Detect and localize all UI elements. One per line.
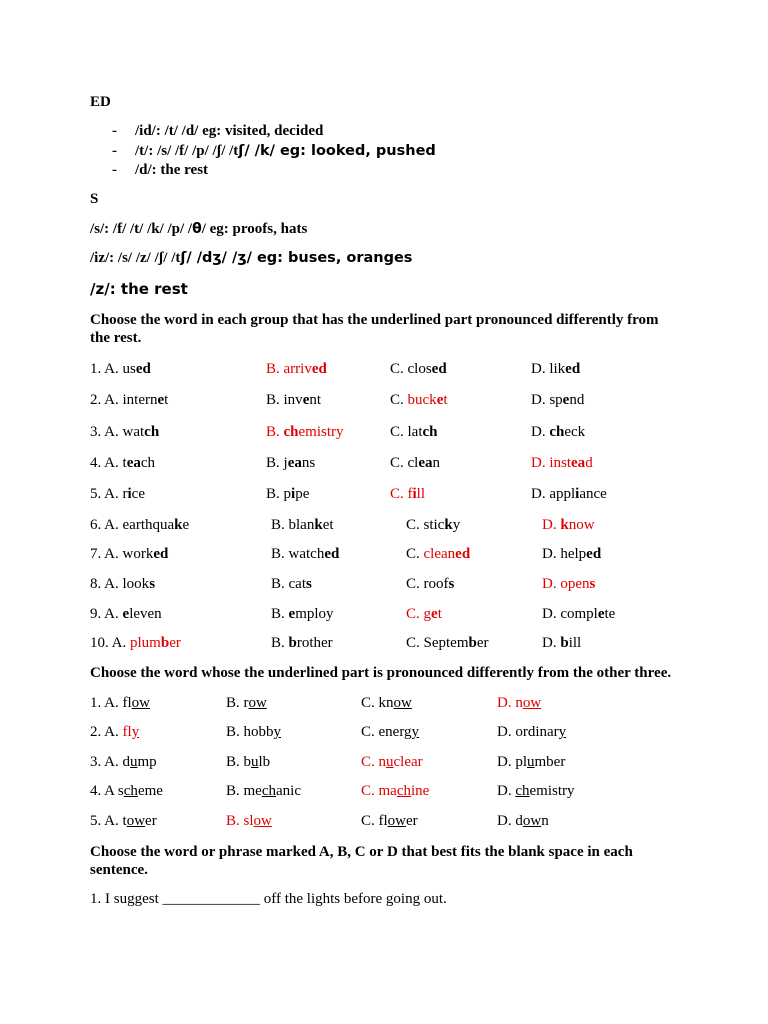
option-text-segment: B. p — [266, 486, 292, 502]
option-text-segment: y — [558, 724, 567, 740]
option-text-segment: ed — [455, 546, 471, 562]
s-heading: S — [90, 191, 99, 207]
option-text-segment: et — [322, 517, 334, 533]
option-text-segment: nd — [569, 392, 585, 408]
option-text-segment: ow — [393, 695, 412, 711]
option-text-segment: fl — [122, 724, 132, 740]
option-text-segment: e — [302, 392, 310, 408]
option-text-segment: n — [432, 455, 441, 471]
option-text-segment: buck — [407, 392, 437, 408]
option-text-segment: ine — [411, 783, 430, 799]
answer-option — [361, 695, 412, 712]
option-text-segment: B. arriv — [266, 361, 312, 377]
option-text-segment: ed — [324, 546, 340, 562]
option-text-segment: D. n — [497, 695, 523, 711]
option-text-segment: s — [448, 576, 455, 592]
answer-option — [406, 576, 454, 593]
option-text-segment: i — [575, 486, 580, 502]
answer-option — [406, 517, 460, 534]
option-text-segment: C. ma — [361, 783, 397, 799]
ed-rule-d: /d/: the rest — [135, 162, 209, 178]
option-text-segment: ch — [261, 783, 277, 799]
option-text-segment: ns — [301, 455, 316, 471]
section2-instruction: Choose the word whose the underlined part is pronounced differently from the other three. — [90, 665, 672, 681]
option-text-segment: k — [314, 517, 323, 533]
answer-option — [226, 695, 267, 712]
option-text-segment: ow — [253, 813, 272, 829]
option-text-segment: B. — [266, 424, 284, 440]
option-text-segment: C. g — [406, 606, 432, 622]
answer-option — [361, 724, 419, 741]
option-text-segment: t — [437, 606, 442, 622]
option-text-segment: C. lat — [390, 424, 423, 440]
answer-option — [90, 361, 151, 378]
answer-option — [390, 455, 440, 472]
answer-option — [226, 813, 272, 830]
option-text-segment: u — [527, 754, 535, 770]
s-rule-z: /z/: the rest — [90, 280, 188, 298]
option-text-segment: s — [589, 576, 596, 592]
option-text-segment: leven — [129, 606, 162, 622]
option-text-segment: B. — [271, 606, 289, 622]
option-text-segment: D. lik — [531, 361, 566, 377]
option-text-segment: C. clos — [390, 361, 432, 377]
ed-rule-id: /id/: /t/ /d/ eg: visited, decided — [135, 123, 324, 139]
answer-option — [90, 783, 163, 800]
option-text-segment: rother — [296, 635, 333, 651]
theta-symbol: θ — [192, 221, 202, 237]
answer-option — [497, 783, 575, 800]
option-text-segment: B. sl — [226, 813, 254, 829]
option-text-segment: D. sp — [531, 392, 563, 408]
answer-option — [90, 546, 168, 563]
option-text-segment: i — [412, 486, 417, 502]
option-text-segment: emistry — [298, 424, 344, 440]
option-text-segment: eme — [137, 783, 163, 799]
bullet-dash: - — [112, 123, 117, 139]
option-text-segment: ow — [522, 695, 542, 711]
option-text-segment: b — [560, 635, 569, 651]
option-text-segment: n — [541, 813, 549, 829]
option-text-segment: D. help — [542, 546, 587, 562]
option-text-segment: C. f — [390, 486, 413, 502]
option-text-segment: 6. A. earthqua — [90, 517, 175, 533]
answer-option — [90, 424, 159, 441]
option-text-segment: u — [386, 754, 394, 770]
option-text-segment: 1. A. fl — [90, 695, 132, 711]
option-text-segment: ea — [418, 455, 433, 471]
option-text-segment: C. cl — [390, 455, 419, 471]
answer-option — [226, 724, 281, 741]
option-text-segment: ed — [565, 361, 581, 377]
option-text-segment: D. ordinar — [497, 724, 559, 740]
option-text-segment: nt — [309, 392, 322, 408]
ed-rule-t — [135, 143, 436, 160]
option-text-segment: e — [597, 606, 605, 622]
option-text-segment: ch — [140, 455, 156, 471]
option-text-segment: u — [130, 754, 138, 770]
option-text-segment: ed — [431, 361, 447, 377]
answer-option — [531, 392, 584, 409]
ed-rule-t-serif: /t/: /s/ /f/ /p/ /ʃ/ /t — [135, 143, 239, 159]
option-text-segment: 8. A. look — [90, 576, 150, 592]
option-text-segment: ea — [571, 455, 586, 471]
answer-option — [90, 813, 157, 830]
option-text-segment: D. inst — [531, 455, 572, 471]
answer-option — [266, 455, 315, 472]
option-text-segment: pe — [295, 486, 310, 502]
option-text-segment: er — [169, 635, 181, 651]
option-text-segment: ch — [549, 424, 565, 440]
answer-option — [271, 606, 334, 623]
option-text-segment: 3. A. d — [90, 754, 131, 770]
answer-option — [271, 635, 333, 652]
option-text-segment: te — [604, 606, 616, 622]
answer-option — [266, 424, 344, 441]
option-text-segment: 4. A s — [90, 783, 124, 799]
option-text-segment: u — [251, 754, 259, 770]
ed-rule-t-sans: ʃ/ /k/ eg: looked, pushed — [238, 143, 436, 159]
question-1: 1. I suggest _____________ off the lights before going out. — [90, 891, 447, 907]
answer-option — [542, 635, 581, 652]
option-text-segment: 2. A. intern — [90, 392, 158, 408]
option-text-segment: C. energ — [361, 724, 412, 740]
option-text-segment: C. fl — [361, 813, 388, 829]
option-text-segment: 3. A. wat — [90, 424, 145, 440]
option-text-segment: ill — [568, 635, 582, 651]
s-rule-iz-part2: ʃ/ /dʒ/ /ʒ/ eg: buses, oranges — [180, 250, 413, 266]
option-text-segment: k — [444, 517, 453, 533]
option-text-segment: e — [288, 606, 296, 622]
option-text-segment: i — [127, 486, 132, 502]
option-text-segment: D. d — [497, 813, 523, 829]
answer-option — [390, 361, 447, 378]
option-text-segment: ow — [248, 695, 267, 711]
answer-option — [226, 754, 270, 771]
answer-option — [90, 754, 157, 771]
answer-option — [361, 813, 418, 830]
option-text-segment: e — [157, 392, 165, 408]
option-text-segment: k — [560, 517, 569, 533]
answer-option — [266, 361, 327, 378]
option-text-segment: B. — [271, 635, 289, 651]
bullet-dash: - — [112, 162, 117, 178]
answer-option — [542, 517, 595, 534]
option-text-segment: b — [288, 635, 297, 651]
answer-option — [90, 455, 155, 472]
answer-option — [406, 606, 442, 623]
answer-option — [497, 813, 549, 830]
option-text-segment: D. open — [542, 576, 590, 592]
answer-option — [90, 486, 145, 503]
option-text-segment: ch — [515, 783, 530, 799]
answer-option — [90, 635, 181, 652]
option-text-segment: mploy — [295, 606, 334, 622]
option-text-segment: B. blan — [271, 517, 315, 533]
option-text-segment: 9. A. — [90, 606, 123, 622]
answer-option — [542, 606, 615, 623]
option-text-segment: i — [291, 486, 296, 502]
option-text-segment: y — [411, 724, 420, 740]
option-text-segment: C. Septem — [406, 635, 469, 651]
option-text-segment: y — [452, 517, 461, 533]
option-text-segment: D. appl — [531, 486, 576, 502]
answer-option — [361, 783, 429, 800]
bullet-dash: - — [112, 143, 117, 159]
option-text-segment: mber — [534, 754, 566, 770]
answer-option — [90, 724, 139, 741]
option-text-segment: D. — [497, 783, 516, 799]
answer-option — [497, 695, 541, 712]
option-text-segment: ch — [422, 424, 438, 440]
option-text-segment: y — [131, 724, 140, 740]
option-text-segment: B. me — [226, 783, 262, 799]
option-text-segment: ch — [396, 783, 412, 799]
option-text-segment: B. j — [266, 455, 288, 471]
option-text-segment: 2. A. — [90, 724, 123, 740]
option-text-segment: ch — [144, 424, 160, 440]
option-text-segment: B. watch — [271, 546, 325, 562]
answer-option — [390, 392, 448, 409]
answer-option — [531, 424, 585, 441]
answer-option — [497, 724, 566, 741]
option-text-segment: B. b — [226, 754, 252, 770]
ed-heading: ED — [90, 94, 111, 110]
option-text-segment: ance — [579, 486, 607, 502]
option-text-segment: t — [443, 392, 448, 408]
option-text-segment: e — [431, 606, 438, 622]
option-text-segment: er — [145, 813, 157, 829]
answer-option — [406, 546, 470, 563]
option-text-segment: ed — [586, 546, 602, 562]
option-text-segment: ea — [287, 455, 302, 471]
s-rule-s — [90, 221, 307, 238]
option-text-segment: b — [468, 635, 477, 651]
answer-option — [226, 783, 301, 800]
option-text-segment: y — [273, 724, 282, 740]
option-text-segment: k — [174, 517, 183, 533]
option-text-segment: emistry — [529, 783, 575, 799]
option-text-segment: B. r — [226, 695, 249, 711]
answer-option — [361, 754, 423, 771]
option-text-segment: anic — [276, 783, 301, 799]
option-text-segment: D. — [542, 517, 561, 533]
option-text-segment: lb — [258, 754, 271, 770]
answer-option — [90, 517, 189, 534]
option-text-segment: clear — [393, 754, 423, 770]
option-text-segment: D. compl — [542, 606, 598, 622]
option-text-segment: eck — [564, 424, 586, 440]
option-text-segment: C. n — [361, 754, 387, 770]
answer-option — [90, 576, 155, 593]
option-text-segment: ow — [126, 813, 146, 829]
answer-option — [531, 486, 607, 503]
option-text-segment: C. stic — [406, 517, 445, 533]
s-rule-s-part1: /s/: /f/ /t/ /k/ /p/ / — [90, 221, 193, 237]
option-text-segment: 7. A. work — [90, 546, 154, 562]
answer-option — [531, 455, 593, 472]
option-text-segment: ch — [123, 783, 138, 799]
option-text-segment: e — [182, 517, 190, 533]
answer-option — [542, 576, 595, 593]
s-rule-iz — [90, 250, 412, 267]
s-rule-iz-part1: /iz/: /s/ /z/ /ʃ/ /t — [90, 250, 181, 266]
answer-option — [271, 546, 339, 563]
section3-instruction: Choose the word or phrase marked A, B, C or D that best fits the blank space in each sentence. — [90, 844, 633, 878]
option-text-segment: er — [406, 813, 418, 829]
option-text-segment: plum — [130, 635, 161, 651]
s-rule-s-part2: / eg: proofs, hats — [201, 221, 308, 237]
option-text-segment: s — [149, 576, 156, 592]
answer-option — [390, 424, 438, 441]
option-text-segment: e — [562, 392, 570, 408]
option-text-segment: C. roof — [406, 576, 449, 592]
option-text-segment: ow — [387, 813, 407, 829]
answer-option — [406, 635, 489, 652]
option-text-segment: B. cat — [271, 576, 306, 592]
section1-instruction: Choose the word in each group that has the underlined part pronounced differently from the rest. — [90, 312, 659, 346]
answer-option — [90, 695, 150, 712]
option-text-segment: t — [164, 392, 169, 408]
option-text-segment: B. inv — [266, 392, 303, 408]
option-text-segment: ea — [126, 455, 141, 471]
option-text-segment: mp — [137, 754, 157, 770]
option-text-segment: C. kn — [361, 695, 394, 711]
answer-option — [90, 606, 162, 623]
option-text-segment: ce — [131, 486, 145, 502]
option-text-segment: ed — [311, 361, 327, 377]
option-text-segment: D. pl — [497, 754, 527, 770]
answer-option — [271, 517, 334, 534]
option-text-segment: B. hobb — [226, 724, 274, 740]
option-text-segment: D. — [531, 424, 550, 440]
option-text-segment: d — [585, 455, 593, 471]
answer-option — [497, 754, 565, 771]
answer-option — [542, 546, 601, 563]
option-text-segment: clean — [423, 546, 456, 562]
answer-option — [266, 392, 321, 409]
answer-option — [266, 486, 309, 503]
option-text-segment: er — [476, 635, 489, 651]
option-text-segment: ow — [131, 695, 151, 711]
option-text-segment: 1. A. us — [90, 361, 136, 377]
option-text-segment: ll — [416, 486, 426, 502]
option-text-segment: e — [436, 392, 444, 408]
option-text-segment: ch — [283, 424, 299, 440]
option-text-segment: C. — [390, 392, 408, 408]
answer-option — [531, 361, 580, 378]
option-text-segment: e — [122, 606, 130, 622]
option-text-segment: b — [160, 635, 170, 651]
option-text-segment: ed — [153, 546, 169, 562]
option-text-segment: 5. A. t — [90, 813, 127, 829]
option-text-segment: ed — [135, 361, 151, 377]
answer-option — [390, 486, 425, 503]
answer-option — [90, 392, 168, 409]
option-text-segment: ow — [522, 813, 542, 829]
option-text-segment: 10. A. — [90, 635, 131, 651]
answer-option — [271, 576, 312, 593]
option-text-segment: s — [306, 576, 312, 592]
option-text-segment: 4. A. t — [90, 455, 127, 471]
option-text-segment: now — [568, 517, 595, 533]
option-text-segment: C. — [406, 546, 424, 562]
option-text-segment: 5. A. r — [90, 486, 128, 502]
option-text-segment: D. — [542, 635, 561, 651]
